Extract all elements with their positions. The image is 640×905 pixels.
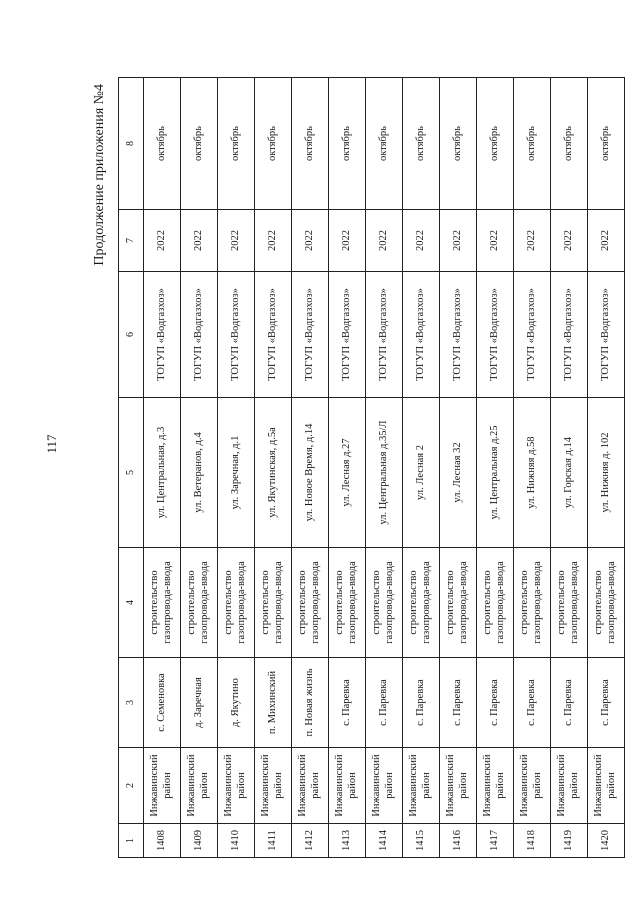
work-type-cell: строительство газопровода-ввода [218, 548, 255, 658]
year-cell: 2022 [551, 210, 588, 272]
executor-cell: ТОГУП «Водгазхоз» [551, 272, 588, 398]
work-type-cell: строительство газопровода-ввода [329, 548, 366, 658]
settlement-cell: с. Паревка [366, 658, 403, 748]
district-cell: Инжавинский район [551, 748, 588, 824]
table-row [366, 78, 403, 858]
table-header [119, 78, 144, 858]
row-index: 1412 [292, 824, 329, 858]
year-cell: 2022 [514, 210, 551, 272]
column-number: 6 [119, 272, 144, 398]
row-index: 1410 [218, 824, 255, 858]
month-cell: октябрь [218, 78, 255, 210]
table-row [551, 78, 588, 858]
district-cell: Инжавинский район [440, 748, 477, 824]
district-cell: Инжавинский район [218, 748, 255, 824]
table-row [255, 78, 292, 858]
year-cell: 2022 [255, 210, 292, 272]
year-cell: 2022 [366, 210, 403, 272]
year-cell: 2022 [292, 210, 329, 272]
executor-cell: ТОГУП «Водгазхоз» [514, 272, 551, 398]
row-index: 1419 [551, 824, 588, 858]
month-cell: октябрь [440, 78, 477, 210]
settlement-cell: с. Паревка [477, 658, 514, 748]
table-row [329, 78, 366, 858]
table-row [477, 78, 514, 858]
settlement-cell: п. Михинский [255, 658, 292, 748]
executor-cell: ТОГУП «Водгазхоз» [329, 272, 366, 398]
work-type-cell: строительство газопровода-ввода [144, 548, 181, 658]
district-cell: Инжавинский район [403, 748, 440, 824]
work-type-cell: строительство газопровода-ввода [403, 548, 440, 658]
address-cell: ул. Центральная д.35/Л [366, 398, 403, 548]
settlement-cell: п. Новая жизнь [292, 658, 329, 748]
month-cell: октябрь [403, 78, 440, 210]
executor-cell: ТОГУП «Водгазхоз» [181, 272, 218, 398]
executor-cell: ТОГУП «Водгазхоз» [366, 272, 403, 398]
column-number: 7 [119, 210, 144, 272]
work-type-cell: строительство газопровода-ввода [514, 548, 551, 658]
settlement-cell: с. Паревка [440, 658, 477, 748]
work-type-cell: строительство газопровода-ввода [440, 548, 477, 658]
row-index: 1416 [440, 824, 477, 858]
month-cell: октябрь [588, 78, 625, 210]
row-index: 1417 [477, 824, 514, 858]
row-index: 1411 [255, 824, 292, 858]
executor-cell: ТОГУП «Водгазхоз» [144, 272, 181, 398]
settlement-cell: с. Паревка [588, 658, 625, 748]
address-cell: ул. Новое Время, д.14 [292, 398, 329, 548]
executor-cell: ТОГУП «Водгазхоз» [255, 272, 292, 398]
table-row [588, 78, 625, 858]
district-cell: Инжавинский район [588, 748, 625, 824]
district-cell: Инжавинский район [255, 748, 292, 824]
table-body [144, 78, 625, 858]
year-cell: 2022 [218, 210, 255, 272]
executor-cell: ТОГУП «Водгазхоз» [403, 272, 440, 398]
executor-cell: ТОГУП «Водгазхоз» [292, 272, 329, 398]
settlement-cell: с. Семеновка [144, 658, 181, 748]
table-row [218, 78, 255, 858]
settlement-cell: д. Заречная [181, 658, 218, 748]
district-cell: Инжавинский район [329, 748, 366, 824]
table-row [403, 78, 440, 858]
appendix-caption: Продолжение приложения №4 [92, 84, 107, 266]
column-number: 4 [119, 548, 144, 658]
year-cell: 2022 [144, 210, 181, 272]
row-index: 1409 [181, 824, 218, 858]
data-table [118, 77, 625, 858]
address-cell: ул. Нижняя д.58 [514, 398, 551, 548]
district-cell: Инжавинский район [292, 748, 329, 824]
year-cell: 2022 [588, 210, 625, 272]
column-number: 5 [119, 398, 144, 548]
address-cell: ул. Лесная 2 [403, 398, 440, 548]
address-cell: ул. Лесная 32 [440, 398, 477, 548]
work-type-cell: строительство газопровода-ввода [255, 548, 292, 658]
work-type-cell: строительство газопровода-ввода [477, 548, 514, 658]
rotated-page [82, 78, 617, 858]
row-index: 1418 [514, 824, 551, 858]
executor-cell: ТОГУП «Водгазхоз» [588, 272, 625, 398]
column-number: 1 [119, 824, 144, 858]
settlement-cell: с. Паревка [514, 658, 551, 748]
header-row [119, 78, 144, 858]
settlement-cell: д. Якутино [218, 658, 255, 748]
month-cell: октябрь [514, 78, 551, 210]
executor-cell: ТОГУП «Водгазхоз» [440, 272, 477, 398]
column-number: 2 [119, 748, 144, 824]
district-cell: Инжавинский район [514, 748, 551, 824]
table-row [514, 78, 551, 858]
row-index: 1414 [366, 824, 403, 858]
address-cell: ул. Центральная д.25 [477, 398, 514, 548]
month-cell: октябрь [366, 78, 403, 210]
table-row [440, 78, 477, 858]
work-type-cell: строительство газопровода-ввода [181, 548, 218, 658]
month-cell: октябрь [255, 78, 292, 210]
executor-cell: ТОГУП «Водгазхоз» [218, 272, 255, 398]
year-cell: 2022 [181, 210, 218, 272]
column-number: 3 [119, 658, 144, 748]
year-cell: 2022 [329, 210, 366, 272]
month-cell: октябрь [551, 78, 588, 210]
district-cell: Инжавинский район [144, 748, 181, 824]
settlement-cell: с. Паревка [551, 658, 588, 748]
row-index: 1408 [144, 824, 181, 858]
row-index: 1420 [588, 824, 625, 858]
year-cell: 2022 [403, 210, 440, 272]
table-row [144, 78, 181, 858]
month-cell: октябрь [144, 78, 181, 210]
row-index: 1413 [329, 824, 366, 858]
work-type-cell: строительство газопровода-ввода [292, 548, 329, 658]
district-cell: Инжавинский район [181, 748, 218, 824]
address-cell: ул. Заречная, д.1 [218, 398, 255, 548]
table-row [181, 78, 218, 858]
column-number: 8 [119, 78, 144, 210]
district-cell: Инжавинский район [477, 748, 514, 824]
table-row [292, 78, 329, 858]
year-cell: 2022 [477, 210, 514, 272]
month-cell: октябрь [477, 78, 514, 210]
page-number: 117 [44, 434, 59, 454]
row-index: 1415 [403, 824, 440, 858]
settlement-cell: с. Паревка [329, 658, 366, 748]
work-type-cell: строительство газопровода-ввода [366, 548, 403, 658]
executor-cell: ТОГУП «Водгазхоз» [477, 272, 514, 398]
month-cell: октябрь [292, 78, 329, 210]
month-cell: октябрь [329, 78, 366, 210]
settlement-cell: с. Паревка [403, 658, 440, 748]
address-cell: ул. Нижняя д. 102 [588, 398, 625, 548]
address-cell: ул. Якутинская, д.5а [255, 398, 292, 548]
address-cell: ул. Лесная д.27 [329, 398, 366, 548]
month-cell: октябрь [181, 78, 218, 210]
address-cell: ул. Ветеранов, д.4 [181, 398, 218, 548]
work-type-cell: строительство газопровода-ввода [588, 548, 625, 658]
district-cell: Инжавинский район [366, 748, 403, 824]
address-cell: ул. Горская д.14 [551, 398, 588, 548]
work-type-cell: строительство газопровода-ввода [551, 548, 588, 658]
address-cell: ул. Центральная, д.3 [144, 398, 181, 548]
year-cell: 2022 [440, 210, 477, 272]
